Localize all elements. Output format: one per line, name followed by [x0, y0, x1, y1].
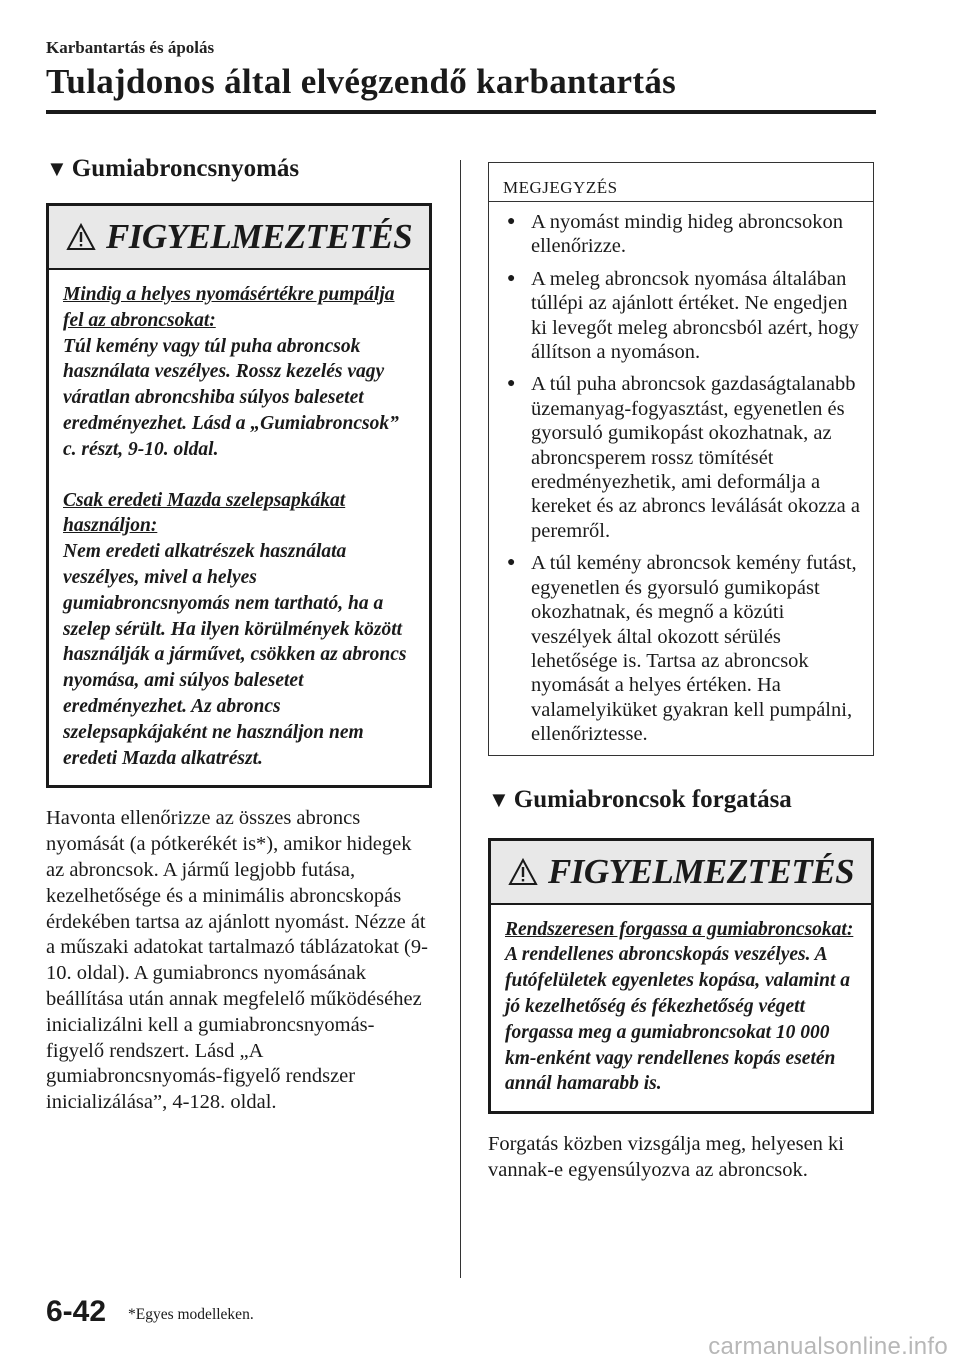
right-column — [488, 162, 874, 1184]
section-heading-tire-rotation — [488, 786, 874, 814]
bullet-icon: ● — [507, 214, 516, 229]
bullet-icon: ● — [507, 270, 516, 286]
note-box — [488, 162, 874, 756]
warning-header — [491, 841, 871, 905]
left-column — [46, 155, 432, 1116]
warning-triangle-icon — [508, 858, 538, 886]
list-item: ● A meleg abroncsok nyomása általában túllépi az ajánlott értéket. Ne engedjen ki levegőt meleg abroncsból azért, hogy állítson a nyomáson. — [507, 267, 859, 364]
warning-lead: Csak eredeti Mazda szelepsapkákat használjon: — [63, 489, 346, 537]
warning-text: A rendellenes abroncskopás veszélyes. A futófelületek egyenletes kopása, valamint a jó kezelhetőség és fékezhetőség végett forgassa meg a gumiabroncsokat 10 000 km-enként vagy rendellenes kopás esetén annál hamarabb is. — [505, 944, 850, 1095]
warning-title: FIGYELMEZTETÉS — [105, 217, 413, 256]
warning-box — [46, 203, 432, 788]
section-heading-label: Gumiabroncsnyomás — [71, 155, 300, 182]
section-heading-label: Gumiabroncsok forgatása — [513, 785, 792, 813]
warning-triangle-icon — [66, 223, 96, 251]
warning-body — [491, 905, 871, 1112]
running-head: Karbantartás és ápolás — [46, 38, 215, 57]
list-item: ● A túl puha abroncsok gazdaságtalanabb üzemanyag-fogyasztást, egyenetlen és gyorsuló gumikopást okozhatnak, az abroncsperem rossz tömítését eredményezhetik, ami deformálja a kereket és az abroncs leválását okozza a peremről. — [507, 373, 860, 542]
list-item: ● A túl kemény abroncsok kemény futást, egyenetlen és gyorsuló gumikopást okozhatnak, és megnő a közúti veszélyek által okozott sérülés lehetősége is. Tartsa az abroncsok nyomását a helyes értéken. Ha valamelyiküket gyakran kell pumpálni, ellenőriztesse. — [507, 552, 857, 746]
title-rule — [46, 110, 876, 114]
warning-box — [488, 838, 874, 1115]
triangle-down-icon: ▼ — [46, 156, 68, 181]
warning-text: Túl kemény vagy túl puha abroncsok használata veszélyes. Rossz kezelés vagy váratlan abroncshiba súlyos balesetet eredményezhet. Lásd a „Gumiabroncsok” c. részt, 9-10. oldal. — [63, 335, 399, 460]
bullet-icon: ● — [507, 555, 516, 571]
note-title: MEGJEGYZÉS — [489, 163, 873, 202]
section-heading-tire-pressure — [46, 155, 432, 183]
warning-text: Nem eredeti alkatrészek használata veszélyes, mivel a helyes gumiabroncsnyomás nem tartható, ha a szelep sérült. Ha ilyen körülmények között használják a járművet, csökken az abroncs nyomása, ami súlyos balesetet eredményezhet. Az abroncs szelepsapkájaként ne használjon nem eredeti Mazda alkatrészt. — [63, 541, 407, 769]
warning-lead: Rendszeresen forgassa a gumiabroncsokat: — [505, 918, 854, 940]
page-number: 6-42 — [46, 1295, 107, 1328]
warning-header — [49, 206, 429, 270]
warning-body — [49, 270, 429, 785]
bullet-icon: ● — [507, 376, 516, 392]
body-paragraph: Forgatás közben vizsgálja meg, helyesen ki vannak-e egyensúlyozva az abroncsok. — [488, 1133, 844, 1181]
warning-lead: Mindig a helyes nyomásértékre pumpálja fel az abroncsokat: — [63, 284, 395, 331]
warning-title: FIGYELMEZTETÉS — [547, 851, 855, 891]
page-title: Tulajdonos által elvégzendő karbantartás — [46, 62, 677, 101]
column-divider — [460, 160, 461, 1278]
list-item: ● A nyomást mindig hideg abroncsokon ellenőrizze. — [507, 211, 844, 258]
footnote: *Egyes modelleken. — [128, 1306, 254, 1323]
watermark: carmanualsonline.info — [708, 1333, 948, 1360]
note-list — [489, 202, 873, 755]
triangle-down-icon: ▼ — [488, 786, 510, 812]
body-paragraph: Havonta ellenőrizze az összes abroncs nyomását (a pótkerékét is*), amikor hidegek az abroncsok. A jármű legjobb futása, kezelhetősége és a minimális abroncskopás érdekében tartsa az ajánlott nyomást. Nézze át a műszaki adatokat tartalmazó táblázatokat (9-10. oldal). A gumiabroncs nyomásának beállítása után annak megfelelő működéséhez inicializálni kell a gumiabroncsnyomás-figyelő rendszert. Lásd „A gumiabroncsnyomás-figyelő rendszer inicializálása”, 4-128. oldal. — [46, 807, 428, 1114]
